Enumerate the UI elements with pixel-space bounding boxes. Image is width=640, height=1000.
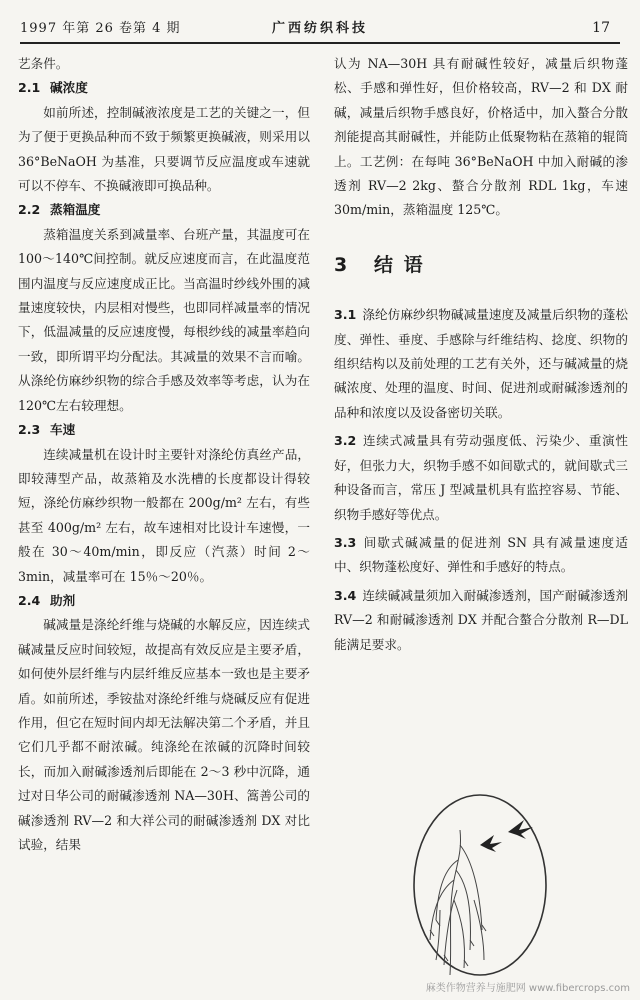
paragraph: 蒸箱温度关系到减量率、台班产量，其温度可在 100～140℃间控制。就反应速度而言，在此温度范围内温度与反应速度成正比。当高温时纱线外围的减量速度较快，内层相对慢些，也即同样减量率的情况下，低温减量的反应速度慢，每根纱线的减量率趋向一致，即所谓平均分配法。其减量的效果不言而喻。从涤纶仿麻纱织物的综合手感及效率等考虑，认为在 120℃左右较理想。 (18, 226, 310, 413)
conclusion-item (334, 303, 628, 425)
section-heading (18, 76, 310, 100)
conclusion-text: 连续碱减量须加入耐碱渗透剂，国产耐碱渗透剂 RV—2 和耐碱渗透剂 DX 并配合螯合分散剂 R—DL 能满足要求。 (334, 587, 628, 652)
section-number: 2.4 (18, 592, 41, 608)
paragraph: 连续减量机在设计时主要针对涤纶仿真丝产品，即较薄型产品，故蒸箱及水洗槽的长度都设计得较短，涤纶仿麻纱织物一般都在 200g/m² 左右，有些甚至 400g/m² 左右，故车速相对比设计车速慢，一般在 30～40m/min，即反应（汽蒸）时间 2～3min，减量率可在 15％～20％。 (18, 446, 310, 584)
right-column (334, 52, 628, 657)
paragraph-continuation: 认为 NA—30H 具有耐碱性较好，减量后织物蓬松、手感和弹性好，但价格较高，RV—2 和 DX 耐碱，减量后织物手感良好，价格适中，加入螯合分散剂能提高其耐碱性，并能防止低聚物粘在蒸箱的辊筒上。工艺例：在每吨 36°BeNaOH 中加入耐碱的渗透剂 RV—2 2kg、螯合分散剂 RDL 1kg，车速 30m/min，蒸箱温度 125℃。 (334, 56, 628, 218)
issue-info: 1997 年第 26 卷第 4 期 (20, 21, 181, 36)
swallow-birds (480, 820, 533, 852)
section-title: 车速 (50, 422, 76, 438)
conclusion-number: 3.4 (334, 587, 357, 603)
section-title: 蒸箱温度 (50, 202, 101, 218)
conclusion-item (334, 584, 628, 657)
section-heading (18, 418, 310, 442)
section-number: 2.2 (18, 202, 41, 218)
paragraph: 碱减量是涤纶纤维与烧碱的水解反应，因连续式碱减量反应时间较短，故提高有效反应是主要矛盾，如何使外层纤维与内层纤维反应基本一致也是主要矛盾。如前所述，季铵盐对涤纶纤维与烧碱反应有促进作用，但它在短时间内却无法解决第二个矛盾，并且它们几乎都不耐浓碱。纯涤纶在浓碱的沉降时间较长，而加入耐碱渗透剂后即能在 2～3 秒中沉降，通过对日华公司的耐碱渗透剂 NA—30H、篙善公司的碱渗透剂 RV—2 和大祥公司的耐碱渗透剂 DX 对比试验，结果 (18, 617, 310, 852)
section-heading (18, 589, 310, 613)
conclusion-text: 连续式减量具有劳动强度低、污染少、重演性好，但张力大，织物手感不如间歇式的，就间歇式三种设备而言，常压 J 型减量机具有监控容易、节能、织物手感好等优点。 (334, 433, 628, 522)
section-heading-conclusion (334, 253, 628, 277)
section-title: 结 语 (374, 253, 425, 276)
paragraph: 如前所述，控制碱液浓度是工艺的关键之一，但为了便于更换品种而不致于频繁更换碱液，则采用以 36°BeNaOH 为基准，只要调节反应温度或车速就可以不停车、不换碱液即可换品种。 (18, 104, 310, 194)
conclusion-number: 3.2 (334, 433, 357, 449)
swallow-willow-illustration (410, 790, 550, 980)
willow-tree (430, 830, 486, 975)
section-number: 3 (334, 253, 350, 276)
section-heading (18, 198, 310, 222)
swallow-icon (508, 820, 533, 839)
journal-name: 广西纺织科技 (271, 21, 368, 36)
swallow-icon (480, 835, 502, 852)
section-title: 助剂 (50, 592, 76, 608)
section-number: 2.3 (18, 422, 41, 438)
watermark: 麻类作物营养与施肥网 www.fibercrops.com (425, 983, 630, 994)
running-head (20, 6, 620, 44)
page-number: 17 (592, 20, 610, 36)
left-column (18, 52, 310, 857)
oval-frame (414, 795, 546, 975)
conclusion-item (334, 531, 628, 580)
conclusion-text: 涤纶仿麻纱织物碱减量速度及减量后织物的蓬松度、弹性、垂度、手感除与纤维结构、捻度、织物的组织结构以及前处理的工艺有关外，还与碱减量的烧碱浓度、处理的温度、时间、促进剂或耐碱渗透剂的品种和浓度以及设备密切关联。 (334, 307, 628, 420)
section-number: 2.1 (18, 80, 41, 96)
conclusion-text: 间歇式碱减量的促进剂 SN 具有减量速度适中、织物蓬松度好、弹性和手感好的特点。 (334, 534, 628, 575)
conclusion-number: 3.1 (334, 307, 357, 323)
conclusion-number: 3.3 (334, 534, 357, 550)
conclusion-item (334, 429, 628, 527)
lead-fragment: 艺条件。 (18, 56, 69, 71)
section-title: 碱浓度 (50, 80, 88, 96)
